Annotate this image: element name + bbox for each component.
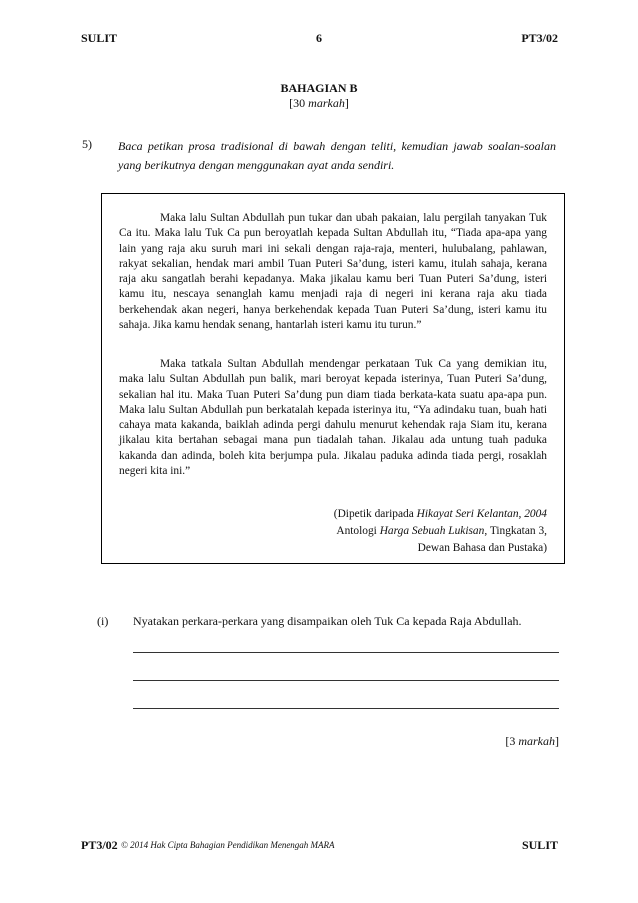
citation-publisher: Dewan Bahasa dan Pustaka) (417, 542, 547, 554)
header-paper-code: PT3/02 (521, 31, 558, 45)
footer-sulit-label: SULIT (521, 838, 558, 852)
passage-paragraph (119, 211, 547, 333)
citation-grade: , Tingkatan 3, (484, 525, 547, 537)
sub-question-marks-prefix: [3 (505, 734, 519, 748)
answer-line[interactable] (133, 680, 559, 681)
passage-citation (247, 506, 547, 557)
question-number: 5) (82, 137, 92, 151)
header-sulit-label: SULIT (81, 31, 118, 45)
citation-prefix: (Dipetik daripada (333, 508, 417, 520)
sub-question-marks (505, 734, 559, 749)
passage-box (101, 193, 565, 564)
sub-question-marks-word: markah (518, 734, 555, 748)
sub-question-marks-suffix: ] (555, 734, 559, 748)
sub-question-text: Nyatakan perkara-perkara yang disampaikan oleh Tuk Ca kepada Raja Abdullah. (133, 614, 522, 628)
citation-anthology-prefix: Antologi (336, 525, 380, 537)
section-marks-prefix: [30 (289, 96, 309, 110)
section-title: BAHAGIAN B (280, 81, 358, 95)
passage-paragraph-text: Maka tatkala Sultan Abdullah mendengar perkataan Tuk Ca yang demikian itu, maka lalu Sultan Abdullah pun balik, mari beroyat kepada isterinya, Tuan Puteri Sa’dung, sekalian hal itu. Maka Tuan Puteri Sa’dung pun diam tiada berkata-kata suatu apa-apa pun. Maka lalu Sultan Abdullah pun berkatalah kepada isterinya itu, “Ya adindaku tuan, buah hati cahaya mata kakanda, baiklah adinda pergi dahulu menurut kehendak raja Siam itu, kerana jikalau kita bertahan sebagai mana pun tiadalah tahan. Jikalau ada untung tuah paduka kakanda dan adinda, boleh kita berjumpa pula. Jikalau paduka adinda tiada pergi, rosaklah negeri kita ini.” (119, 358, 547, 478)
passage-paragraph (119, 357, 547, 479)
passage-paragraph-text: Maka lalu Sultan Abdullah pun tukar dan ubah pakaian, lalu pergilah tanyakan Tuk Ca itu. Maka lalu Tuk Ca pun beroyatlah kepada Sultan Abdullah itu, “Tiada apa-apa yang lain yang raja aku suruh mari ini sekali dengan raja-raja, menteri, hulubalang, pahlawan, rakyat sekalian, hendak mari ambil Tuan Puteri Sa’dung, isteri kamu, itulah sahaja, kerana raja aku sangatlah berahi kepadanya. Maka jikalau kamu beri Tuan Puteri Sa’dung, isteri kamu itu, nescaya senanglah kamu menjadi raja di negeri ini kerana raja aku tiada berkehendak akan negeri, hanya berkehendak kepada Tuan Puteri Sa’dung, isteri kamu itu sahaja. Jika kamu hendak senang, hantarlah isteri kamu itu turun.” (119, 212, 547, 332)
question-instruction: Baca petikan prosa tradisional di bawah dengan teliti, kemudian jawab soalan-soalan yang berikutnya dengan menggunakan ayat anda sendiri. (118, 139, 556, 172)
section-marks-word: markah (308, 96, 345, 110)
section-marks-suffix: ] (344, 96, 349, 110)
footer-copyright: © 2014 Hak Cipta Bahagian Pendidikan Menengah MARA (121, 840, 335, 850)
sub-question-number: (i) (97, 614, 109, 628)
citation-anthology-title: Harga Sebuah Lukisan (379, 525, 485, 537)
section-marks (0, 96, 638, 111)
citation-source-title: Hikayat Seri Kelantan, 2004 (416, 508, 547, 520)
footer-paper-code: PT3/02 (81, 838, 118, 852)
answer-line[interactable] (133, 652, 559, 653)
answer-line[interactable] (133, 708, 559, 709)
page-number: 6 (316, 31, 322, 45)
